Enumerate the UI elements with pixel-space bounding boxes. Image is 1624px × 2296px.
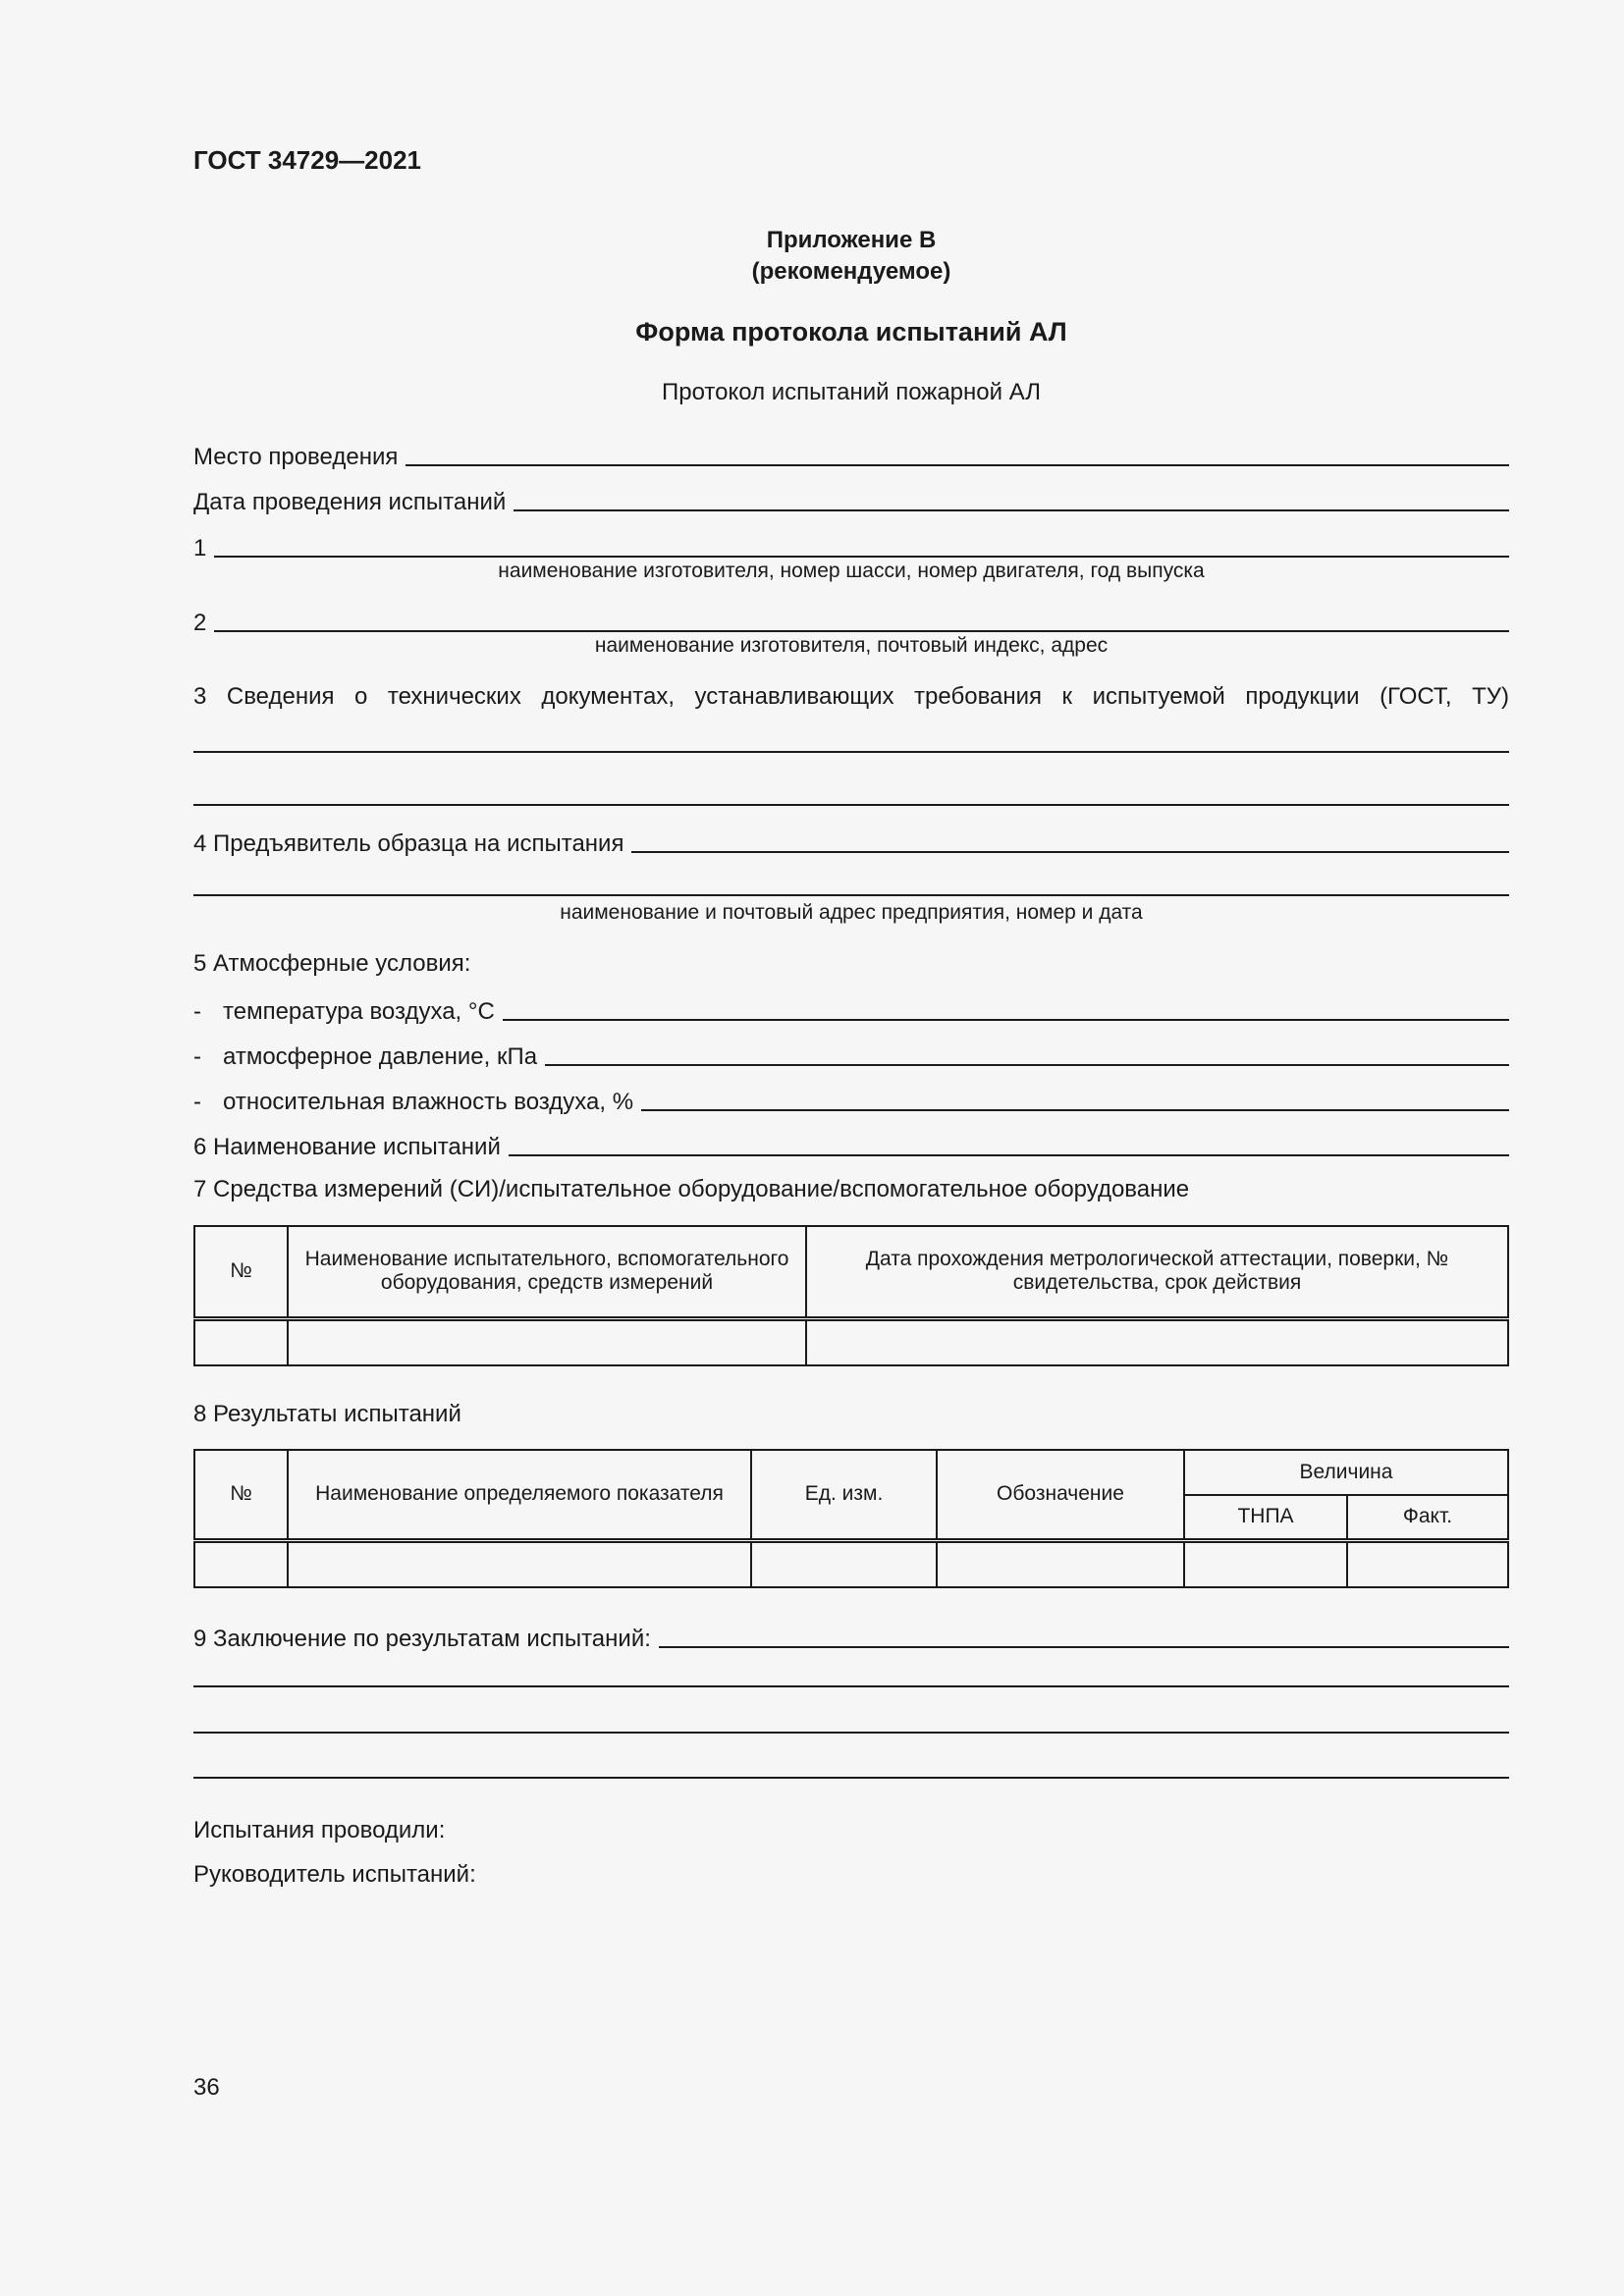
table-cell — [806, 1318, 1508, 1365]
place-blank — [406, 464, 1509, 466]
item1-blank — [214, 556, 1509, 558]
item1-field — [193, 529, 1509, 562]
item9-blank-3 — [193, 1732, 1509, 1734]
item2-field — [193, 604, 1509, 637]
dash-mark: - — [193, 1089, 201, 1115]
results-table — [193, 1449, 1509, 1588]
col-number-header: № — [194, 1226, 288, 1318]
date-field — [193, 483, 1509, 516]
item2-blank — [214, 630, 1509, 632]
place-label: Место проведения — [193, 444, 399, 470]
item2-caption: наименование изготовителя, почтовый индекс, адрес — [594, 634, 1109, 657]
item4-field — [193, 825, 1509, 858]
document-header: ГОСТ 34729—2021 — [193, 145, 421, 175]
conducted-by-label: Испытания проводили: — [193, 1817, 446, 1843]
item5-heading: 5 Атмосферные условия: — [193, 950, 471, 977]
item3-blank-2 — [193, 804, 1509, 806]
item3-blank-1 — [193, 751, 1509, 753]
table-cell — [288, 1318, 806, 1365]
dash-mark: - — [193, 1043, 201, 1070]
item9-blank-2 — [193, 1685, 1509, 1687]
appendix-subtitle: (рекомендуемое) — [751, 258, 951, 285]
item4-blank — [631, 851, 1509, 853]
temperature-field — [193, 992, 1509, 1026]
appendix-heading — [0, 225, 1624, 288]
item6-label: 6 Наименование испытаний — [193, 1134, 501, 1160]
date-label: Дата проведения испытаний — [193, 489, 507, 515]
item6-blank — [509, 1154, 1509, 1156]
col-value-header: Величина — [1184, 1450, 1508, 1495]
table-cell — [751, 1540, 937, 1587]
col-number-header: № — [194, 1450, 288, 1540]
date-blank — [514, 509, 1509, 511]
item6-field — [193, 1128, 1509, 1161]
humidity-field — [193, 1083, 1509, 1116]
col-unit-header: Ед. изм. — [751, 1450, 937, 1540]
results-table-header-row1 — [194, 1450, 1508, 1495]
col-attestation-header: Дата прохождения метрологической аттестации, поверки, № свидетельства, срок действия — [806, 1226, 1508, 1318]
item9-blank-4 — [193, 1777, 1509, 1779]
col-equipment-name-header: Наименование испытательного, вспомогательного оборудования, средств измерений — [288, 1226, 806, 1318]
equipment-table-header — [194, 1226, 1508, 1318]
table-row — [194, 1318, 1508, 1365]
item2-label: 2 — [193, 610, 207, 636]
table-cell — [194, 1540, 288, 1587]
page-number: 36 — [193, 2074, 220, 2101]
table-cell — [1184, 1540, 1347, 1587]
table-cell — [288, 1540, 751, 1587]
table-cell — [1347, 1540, 1508, 1587]
test-head-label: Руководитель испытаний: — [193, 1861, 476, 1888]
form-title: Форма протокола испытаний АЛ — [635, 317, 1067, 347]
col-tnpa-header: ТНПА — [1184, 1495, 1347, 1540]
item3-text: 3 Сведения о технических документах, устанавливающих требования к испытуемой продукции (ГОСТ, ТУ) — [193, 683, 1509, 710]
item1-caption: наименование изготовителя, номер шасси, номер двигателя, год выпуска — [498, 560, 1205, 582]
temperature-label: температура воздуха, °С — [223, 998, 495, 1025]
pressure-label: атмосферное давление, кПа — [223, 1043, 538, 1070]
col-indicator-header: Наименование определяемого показателя — [288, 1450, 751, 1540]
equipment-table — [193, 1225, 1509, 1366]
pressure-field — [193, 1038, 1509, 1071]
col-designation-header: Обозначение — [937, 1450, 1184, 1540]
table-cell — [937, 1540, 1184, 1587]
item9-blank — [659, 1646, 1509, 1648]
item9-field — [193, 1620, 1509, 1653]
item1-label: 1 — [193, 535, 207, 561]
item4-caption: наименование и почтовый адрес предприятия, номер и дата — [560, 901, 1143, 924]
dash-mark: - — [193, 998, 201, 1025]
table-row — [194, 1540, 1508, 1587]
item9-label: 9 Заключение по результатам испытаний: — [193, 1626, 651, 1652]
item4-blank-2 — [193, 894, 1509, 896]
place-field — [193, 438, 1509, 471]
humidity-blank — [641, 1109, 1509, 1111]
protocol-title: Протокол испытаний пожарной АЛ — [662, 379, 1041, 405]
table-cell — [194, 1318, 288, 1365]
item7-heading: 7 Средства измерений (СИ)/испытательное оборудование/вспомогательное оборудование — [193, 1176, 1190, 1202]
humidity-label: относительная влажность воздуха, % — [223, 1089, 634, 1115]
item4-label: 4 Предъявитель образца на испытания — [193, 830, 624, 857]
col-fact-header: Факт. — [1347, 1495, 1508, 1540]
temperature-blank — [503, 1019, 1509, 1021]
appendix-title: Приложение В — [766, 227, 937, 253]
item8-heading: 8 Результаты испытаний — [193, 1401, 461, 1427]
pressure-blank — [545, 1064, 1509, 1066]
